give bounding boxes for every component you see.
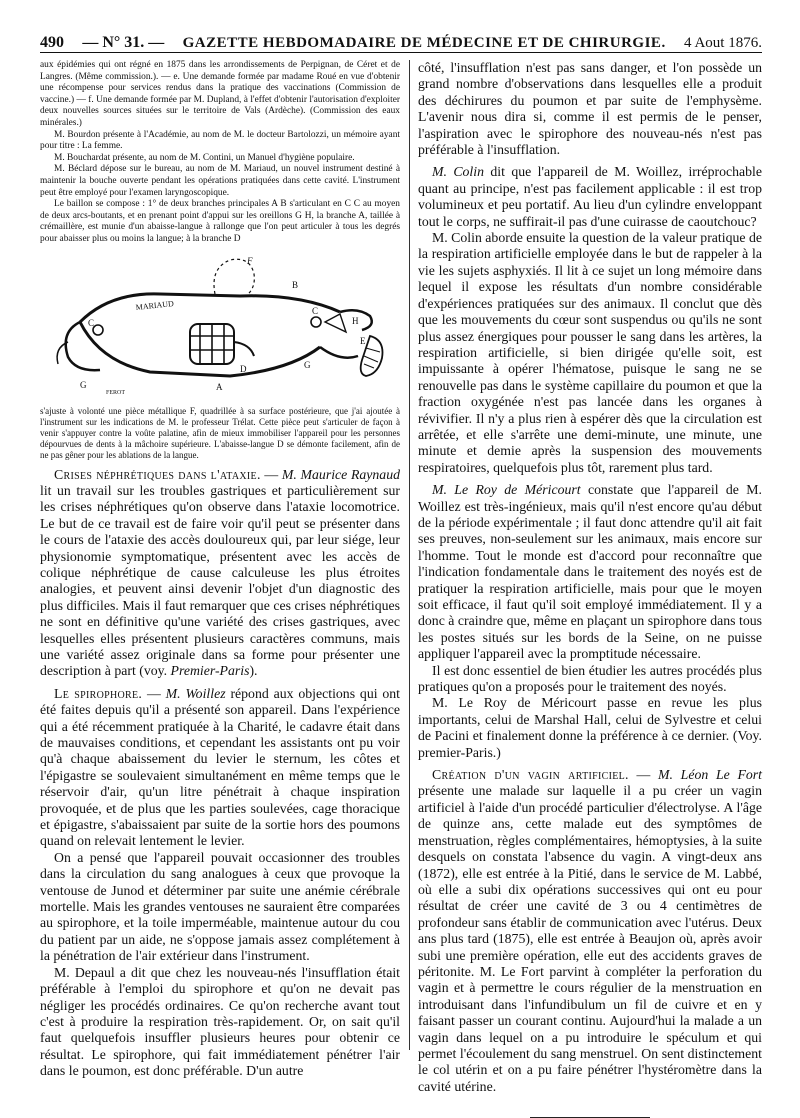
- figure-label-h: H: [352, 315, 359, 326]
- paragraph-bouchardat: M. Bouchardat présente, au nom de M. Contini, un Manuel d'hygiène populaire.: [54, 152, 355, 163]
- author-colin: M. Colin: [432, 164, 484, 180]
- author-le-fort: M. Léon Le Fort: [658, 767, 762, 783]
- paragraph-baillon-description: Le baillon se compose : 1° de deux branches principales A B s'articulant en C C au moyen de deux arcs-boutants, et en prenant point d'appui sur les oreillons G H, la branche A, taillée à crémaillère, est munie d'un abaisse-langue à rallonge que l'on peut articuler à tous les degrés pour abaisser plus ou moins la langue; à la branche D: [40, 199, 400, 244]
- figure-maker: FEROT: [106, 389, 126, 396]
- figure-label-g-left: G: [80, 379, 87, 390]
- figure-label-g-right: G: [304, 359, 311, 370]
- paragraph-spirophore: Le spirophore. — M. Woillez répond aux objections qui ont été faites depuis qu'il a présenté son appareil. Dans l'expérience qui a été récemment pratiquée à la Charité, le cadavre était dans de mauvaises conditions, et cependant les assistants ont pu voir qu'à chaque abaissement du levier le sternum, les côtes et l'épigastre se soulevaient simultanément en même temps que le réservoir d'air, qu'un litre pénétrait à chaque inspiration provoquée, et de plus que les parties soulevées, cage thoracique et épigastre, s'abaissaient par suite de la sortie hors des poumons quand on relevait lentement le levier.: [40, 685, 401, 849]
- paragraph-raynaud: Crises néphrétiques dans l'ataxie. — M. Maurice Raynaud lit un travail sur les troubles gastriques et particulièrement sur les crises néphrétiques qu'on observe dans l'ataxie locomotrice. Le but de ce travail est de faire voir qu'il peut se présenter dans le cours de l'ataxie des accès douloureux qui, par leur siége, leur physionomie symptomatique, présentent avec les accès de colique néphrétique de cause calculeuse les plus étroites analogies, et peuvent ainsi devenir l'objet d'un diagnostic des plus difficiles. Mais il faut remarquer que ces crises néphrétiques ne sont en définitive qu'une variété des crises gastriques, avec lesquelles elles présentent plusieurs caractères communs, mais une variété assez originale dans sa forme pour présenter une description à part (voy. Premier-Paris).: [40, 466, 401, 679]
- paragraph-bourdon: M. Bourdon présente à l'Académie, au nom de M. le docteur Bartolozzi, un mémoire ayant pour titre : La femme.: [40, 129, 400, 152]
- paragraph-le-fort: Création d'un vagin artificiel. — M. Léon Le Fort présente une malade sur laquelle il a pu créer un vagin artificiel à l'aide d'un procédé particulier d'électrolyse. A l'âge de quinze ans, cette malade eut des symptômes de menstruation, règles complémentaires, hémoptysies, à la suite desquels on constata l'absence du vagin. A vingt-deux ans (1872), elle est entrée à la Pitié, dans le service de M. Labbé, où elle a subi dix opérations successives qui ont eu pour résultat de créer une cavité de 3 ou 4 centimètres de profondeur sans établir de communication avec l'utérus. Deux ans plus tard (1875), elle est entrée à Beaujon où, après avoir subi une première opération, elle eut des accidents graves de péritonite. M. Le Fort parvint à compléter la perforation du vagin et à permettre le cours régulier de la menstruation en introduisant dans l'infundibulum un fil de cuivre et en y faisant passer un courant continu. Aujourd'hui la malade a un vagin dans lequel on a pu introduire le spéculum et qui permet l'écoulement du sang menstruel. On sent distinctement le col utérin et on a pu faire pénétrer l'hystéromètre dans la cavité utérine.: [418, 767, 762, 1094]
- figure-label-c-right: C: [312, 305, 319, 316]
- section-heading-vagin: Création d'un vagin artificiel.: [432, 767, 629, 783]
- paragraph-procedes: Il est donc essentiel de bien étudier les autres procédés plus pratiques qu'on a proposés pour le traitement des noyés.: [418, 662, 762, 695]
- figure-label-d: D: [240, 363, 247, 374]
- paragraph-insufflation: côté, l'insufflation n'est pas sans danger, et l'on possède un grand nombre d'observations dans lesquelles elle a produit des déchirures du poumon et par suite de l'emphysème. L'avenir nous dira si, comme il est permis de le penser, l'aspiration avec le spirophore des nouveau-nés n'est pas préférable à l'insufflation.: [418, 60, 762, 158]
- paragraph-beclard: M. Béclard dépose sur le bureau, au nom de M. Mariaud, un nouvel instrument destiné à maintenir la bouche ouverte pendant les opérations pratiquées dans cette cavité. L'instrument peut être employé pour l'examen laryngoscopique.: [40, 164, 400, 198]
- figure-label-f: F: [247, 255, 253, 266]
- figure-label-b: B: [292, 279, 299, 290]
- column-divider: [409, 60, 410, 1050]
- left-column: [40, 60, 401, 1079]
- page-header: [40, 26, 762, 53]
- figure-engraving: MARIAUD: [135, 298, 175, 312]
- author-raynaud: M. Maurice Raynaud: [281, 466, 401, 482]
- figure-label-c-left: C: [88, 317, 95, 328]
- mouth-gag-illustration: [40, 252, 400, 402]
- page-number: 490: [40, 34, 64, 51]
- figure-label-a: A: [216, 381, 223, 392]
- issue-date: 4 Aout 1876.: [684, 35, 762, 51]
- section-heading-spirophore: Le spirophore.: [54, 685, 143, 701]
- figure-label-e: E: [360, 335, 366, 346]
- journal-title: GAZETTE HEBDOMADAIRE DE MÉDECINE ET DE CHIRURGIE.: [182, 35, 666, 51]
- author-woillez: M. Woillez: [165, 685, 226, 701]
- right-column: [418, 60, 762, 1094]
- paragraph-colin: M. Colin dit que l'appareil de M. Woillez, irréprochable quant au principe, n'est pas facilement applicable : il est trop volumineux et peu portatif. Au lieu d'un cylindre enveloppant tout le corps, ne suffirait-il pas d'une cuirasse de caoutchouc?: [418, 164, 762, 229]
- paragraph-le-roy: M. Le Roy de Méricourt constate que l'appareil de M. Woillez est très-ingénieux, mais qu'il n'est encore qu'au début de la période expérimentale ; il faut donc attendre qu'il ait fait ses preuves, non-seulement sur les animaux, mais encore sur l'homme. Tout le monde est d'accord pour reconnaître que l'indication fondamentale dans le traitement des noyés est de pratiquer la respiration artificielle, mais pour que le moyen soit efficace, il faut qu'il soit employé immédiatement. Il y a donc à craindre que, même en plaçant un spirophore dans tous les postes situés sur les bords de la Seine, on ne puisse appliquer l'appareil avec la promptitude nécessaire.: [418, 482, 762, 662]
- paragraph-le-roy-revue: M. Le Roy de Méricourt passe en revue les plus importants, celui de Marshal Hall, celui de Sylvestre et celui de Pacini et finalement donne la préférence à ce dernier. (Voy. premier-Paris.): [418, 695, 762, 760]
- paragraph-depaul: M. Depaul a dit que chez les nouveau-nés l'insufflation était préférable à l'emploi du spirophore et qu'on ne devait pas négliger les procédés ordinaires. Ce qu'on recherche avant tout c'est à produire la respiration très-rapidement. Or, on sait qu'il faut quelquefois insuffler plusieurs heures pour obtenir ce résultat. Le spirophore, qui fait immédiatement pénétrer l'air dans le poumon, est donc préférable. D'un autre: [40, 964, 400, 1079]
- issue-number: — N° 31. —: [82, 34, 165, 51]
- paragraph-epidemics: aux épidémies qui ont régné en 1875 dans les arrondissements de Perpignan, de Céret et de Langres. (Même commission.). — e. Une demande formée par madame Roué en vue d'obtenir une récompense pour services rendus dans la pratique des vaccinations (Commission de vaccine.) — f. Une demande formée par M. Dupland, à l'effet d'obtenir l'autorisation d'exploiter deux nouvelles sources situées sur le territoire de Vals (Ardèche). (Commission des eaux minérales.): [40, 60, 400, 128]
- figure-caption: s'ajuste à volonté une pièce métallique F, quadrillée à sa surface postérieure, que j'ai ajoutée à l'instrument sur les indications de M. le professeur Trélat. Cette pièce peut s'articuler de façon à venir s'appuyer contre la voûte palatine, afin de mieux immobiliser l'appareil pour les personnes dépourvues de dents à la mâchoire supérieure. L'abaisse-langue D se démonte facilement, afin de ne pas gêner pour les ablations de la langue.: [40, 405, 400, 460]
- paragraph-circulation: On a pensé que l'appareil pouvait occasionner des troubles dans la circulation du sang analogues à ceux que provoque la ventouse de Junod et déterminer par suite une anémie cérébrale mortelle. Mais les grandes ventouses ne sauraient être comparées au spirophore, et la toile imperméable, maintenue autour du cou du patient par un aide, ne s'oppose jamais assez complétement à la pénétration de l'air extérieur dans l'instrument.: [40, 849, 400, 964]
- paragraph-colin-memoire: M. Colin aborde ensuite la question de la valeur pratique de la respiration artificielle employée dans le but de rappeler à la vie les sujets asphyxiés. Il lit à ce sujet un long mémoire dans lequel il expose les résultats d'un nombre considérable d'expériences pratiquées sur des animaux. Il conclut que dès que les mouvements du cœur sont suspendus ou qu'ils ne sont plus assez énergiques pour pousser le sang dans les artères, la respiration artificielle, si bien dirigée qu'elle soit, est impuissante à opérer l'hématose, puisque le sang ne se renouvelle pas dans le système capillaire du poumon et que la fraction oxygénée n'est pas lancée dans les organes à révivifier. Il n'y a plus rien à espérer dès que la circulation est arrêtée, et elle s'arrête une demi-minute, une minute, une minute et demie après la suspension des mouvements respiratoires, quelquefois plus tôt, rarement plus tard.: [418, 230, 762, 475]
- section-heading-crises: Crises néphrétiques dans l'ataxie.: [54, 466, 261, 482]
- author-le-roy: M. Le Roy de Méricourt: [432, 482, 581, 498]
